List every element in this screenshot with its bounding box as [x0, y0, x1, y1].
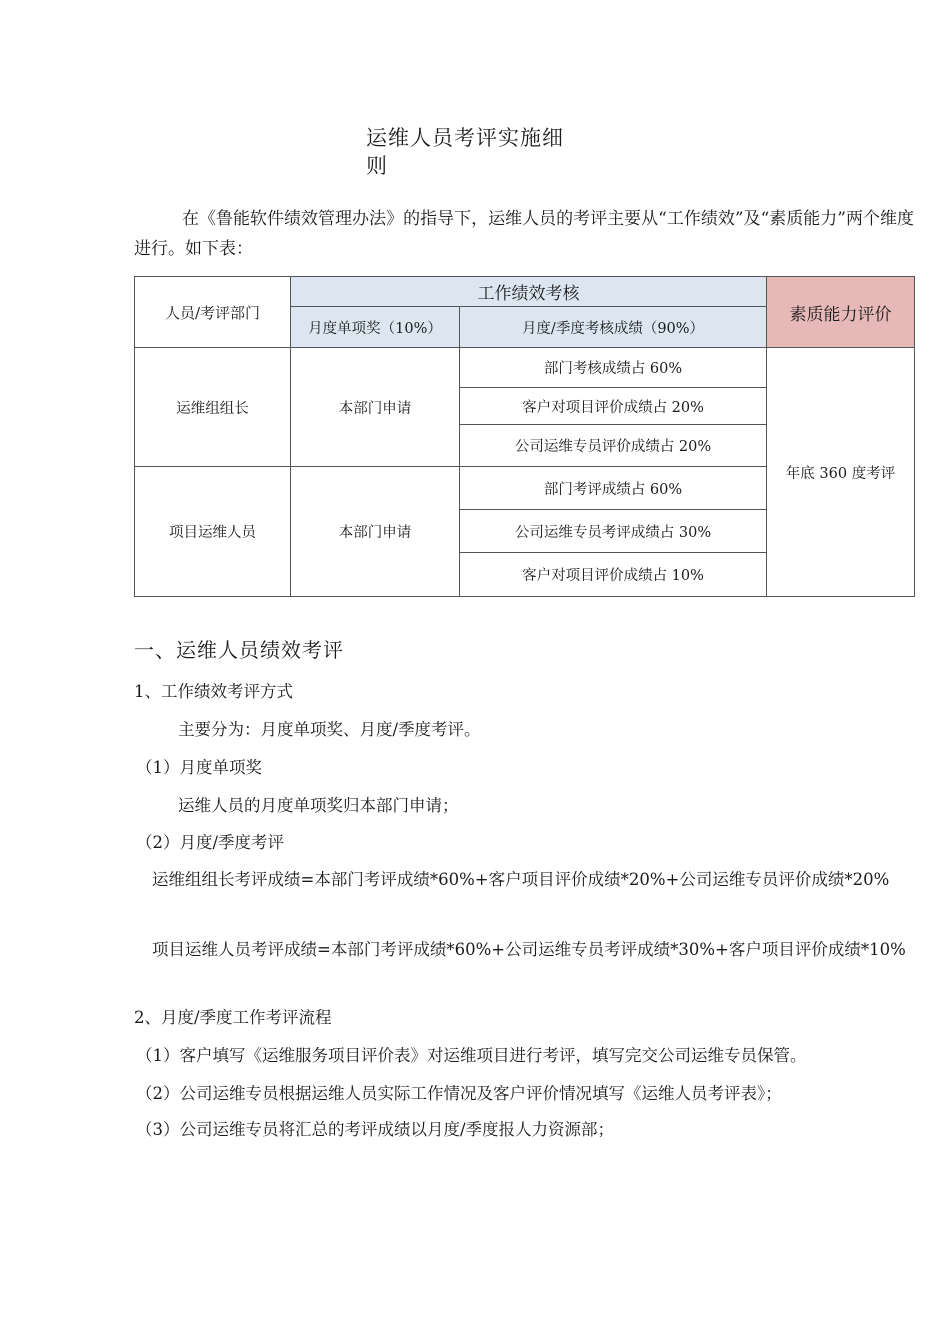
table-row [135, 348, 915, 388]
subsection-title: 1、工作绩效考评方式 [134, 682, 293, 701]
score-item: 部门考核成绩占 60% [460, 348, 767, 388]
formula-team-lead: 运维组组长考评成绩=本部门考评成绩*60%+客户项目评价成绩*20%+公司运维专员评价成绩*20% [152, 870, 890, 889]
formula-operator: 项目运维人员考评成绩=本部门考评成绩*60%+公司运维专员考评成绩*30%+客户项目评价成绩*10% [152, 940, 906, 959]
score-item: 公司运维专员考评成绩占 30% [460, 510, 767, 553]
quality-value-cell: 年底 360 度考评 [767, 348, 915, 597]
monthly-cell: 本部门申请 [291, 467, 460, 597]
header-period-score: 月度/季度考核成绩（90%） [460, 307, 767, 348]
role-cell: 运维组组长 [135, 348, 291, 467]
subsection-title: 2、月度/季度工作考评流程 [134, 1008, 332, 1027]
score-item: 公司运维专员评价成绩占 20% [460, 425, 767, 467]
score-item: 客户对项目评价成绩占 10% [460, 553, 767, 597]
header-monthly-bonus: 月度单项奖（10%） [291, 307, 460, 348]
header-work-performance: 工作绩效考核 [291, 277, 767, 307]
intro-paragraph: 在《鲁能软件绩效管理办法》的指导下，运维人员的考评主要从“工作绩效”及“素质能力”两个维度进行。如下表： [134, 209, 914, 259]
title-line-2: 则 [366, 154, 388, 178]
header-personnel: 人员/考评部门 [135, 277, 291, 348]
title-line-1: 运维人员考评实施细 [366, 126, 564, 150]
item-title: （1）月度单项奖 [136, 758, 262, 777]
body-text: 主要分为：月度单项奖、月度/季度考评。 [178, 720, 481, 739]
document-title [366, 124, 576, 180]
item-title: （2）月度/季度考评 [136, 833, 285, 852]
body-text: 运维人员的月度单项奖归本部门申请； [178, 796, 459, 815]
role-cell: 项目运维人员 [135, 467, 291, 597]
score-item: 客户对项目评价成绩占 20% [460, 388, 767, 425]
evaluation-table [134, 276, 915, 597]
header-quality-ability: 素质能力评价 [767, 277, 915, 348]
monthly-cell: 本部门申请 [291, 348, 460, 467]
process-step: （2）公司运维专员根据运维人员实际工作情况及客户评价情况填写《运维人员考评表》； [136, 1084, 782, 1103]
process-step: （1）客户填写《运维服务项目评价表》对运维项目进行考评，填写完交公司运维专员保管。 [136, 1046, 807, 1065]
section-heading: 一、运维人员绩效考评 [134, 638, 344, 662]
score-item: 部门考评成绩占 60% [460, 467, 767, 510]
process-step: （3）公司运维专员将汇总的考评成绩以月度/季度报人力资源部； [136, 1120, 615, 1139]
